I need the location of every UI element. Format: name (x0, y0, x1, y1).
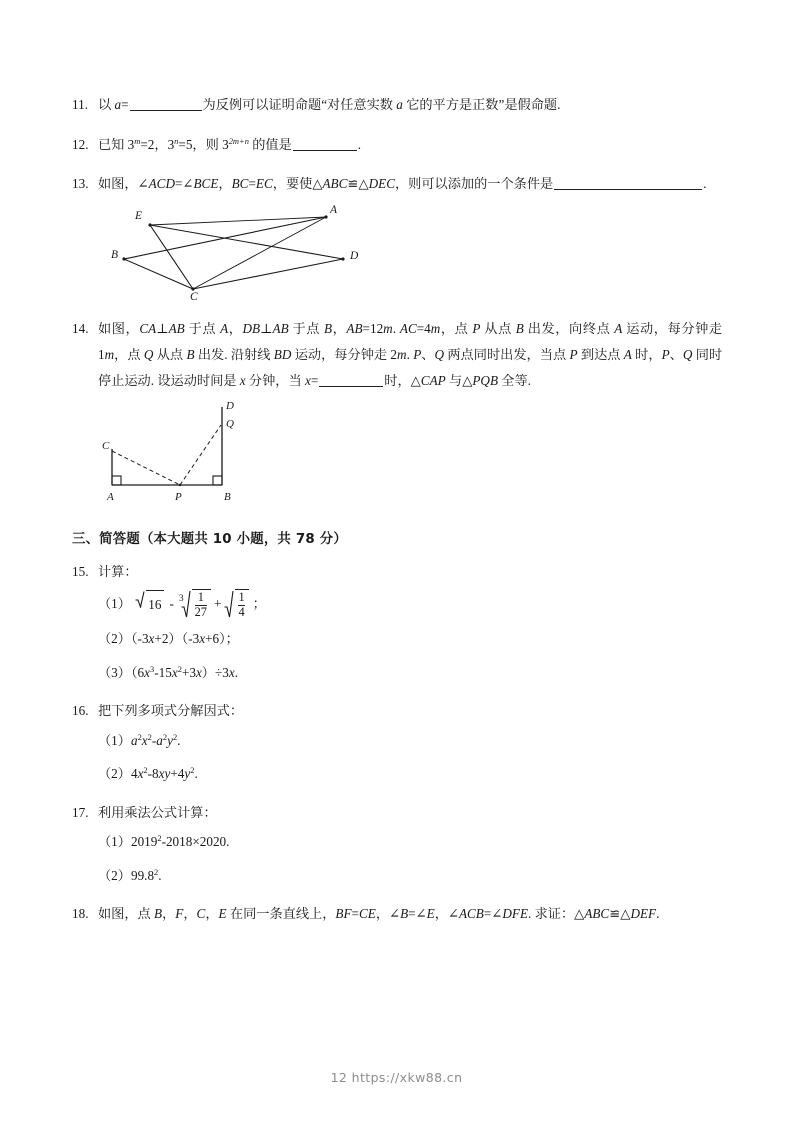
q14-t28: 时，△ (384, 372, 421, 388)
q15-1-plus: + (214, 595, 222, 611)
question-15-item-1 (98, 589, 722, 619)
q18-t8: =∠ (408, 906, 427, 922)
q18-angle-dfe: DFE (502, 906, 528, 922)
q16-1-label: （1） (98, 732, 131, 748)
q16-1-y: y (167, 732, 173, 748)
q13-tri-abc: ABC (322, 176, 348, 192)
question-13-body (98, 171, 722, 197)
fraction-denominator: 27 (194, 604, 207, 619)
q13-text-5: ，要使△ (272, 176, 323, 192)
figure-13-label-B: B (110, 249, 118, 262)
q18-angle-acb: ACB (458, 906, 484, 922)
question-16-item-1 (98, 728, 722, 754)
q16-1-a: a (130, 732, 138, 748)
q14-t6: 于点 (288, 321, 324, 337)
q14-t27: = (310, 372, 319, 388)
q15-2-c: +6）； (205, 631, 239, 647)
q14-t1: 如图， (98, 321, 140, 337)
q13-text-8: . (703, 176, 707, 192)
q18-angle-e: E (426, 906, 435, 922)
figure-14-label-D: D (226, 400, 234, 413)
q12-answer-blank[interactable] (293, 137, 357, 151)
figure-14-label-A: A (107, 491, 114, 504)
question-15-item-2 (98, 626, 722, 652)
q14-t18: 运动，每分钟走 2 (291, 346, 398, 362)
q14-pt-p3: P (569, 346, 578, 362)
figure-14-label-Q: Q (226, 418, 234, 431)
q15-3-x1: x (144, 664, 151, 680)
q14-pt-b3: B (186, 346, 195, 362)
q11-text-3: 为反例可以证明命题“对任意实数 (202, 97, 397, 112)
q14-pt-q1: Q (143, 346, 154, 362)
q14-t17: 出发. 沿射线 (194, 346, 274, 362)
q13-seg-ec: EC (255, 176, 273, 192)
sqrt-frac-radicand (235, 589, 248, 619)
sqrt-one-over-4 (224, 589, 248, 619)
q14-unit-3: m (104, 346, 115, 362)
q11-text-1: 以 (98, 97, 115, 112)
q14-t14: 运动，每分钟走 1 (98, 321, 723, 362)
figure-13-svg (90, 201, 380, 301)
q15-2-x1: x (148, 631, 155, 647)
q15-3-e2: 2 (177, 663, 182, 674)
q18-t12: ≌△ (609, 906, 631, 922)
q18-t13: . (656, 906, 660, 922)
question-18 (72, 901, 722, 927)
q14-var-x2: x (304, 372, 311, 388)
q14-pt-a2: A (614, 321, 623, 337)
q16-2-a: 4 (130, 766, 138, 782)
question-18-body (98, 901, 722, 927)
q18-t9: ，∠ (434, 906, 459, 922)
question-16-item-2 (98, 761, 722, 787)
q15-3-x4: x (228, 664, 235, 680)
q13-text-7: ，则可以添加的一个条件是 (394, 176, 554, 192)
q14-t13: 出发，向终点 (523, 321, 615, 337)
q16-1-b: - (151, 732, 157, 748)
figure-13-label-A: A (330, 204, 338, 217)
question-14-number: 14. (72, 321, 89, 337)
q14-pt-p1: P (472, 321, 481, 337)
fraction-denominator: 4 (238, 604, 245, 619)
figure-14-label-P: P (175, 491, 182, 504)
question-18-number: 18. (72, 906, 89, 922)
q18-seg-ce: CE (358, 906, 376, 922)
q15-3-x2: x (171, 664, 178, 680)
q17-1-e1: 2 (157, 833, 162, 843)
q11-var-a1: a (114, 97, 122, 112)
cbrt-index: 3 (178, 594, 184, 605)
q14-pt-q2: Q (434, 346, 445, 362)
q15-3-c: +3 (181, 664, 196, 680)
question-15-item-3 (98, 660, 722, 686)
q14-tri-cap: CAP (420, 372, 446, 388)
q18-t6: = (351, 906, 359, 922)
figure-14-svg (90, 397, 270, 505)
q16-1-c: . (177, 732, 181, 748)
figure-13-label-C: C (190, 291, 198, 302)
q12-text-4: 的值是 (248, 136, 292, 152)
q14-t16: 从点 (153, 346, 187, 362)
question-11 (72, 92, 722, 118)
question-17 (72, 800, 722, 826)
q15-2-a: （-3 (130, 631, 149, 647)
q15-2-b: +2）（-3 (154, 631, 200, 647)
q12-text-2: =2，3 (140, 136, 175, 152)
q16-2-y: y (184, 766, 191, 782)
q14-pt-p2: P (413, 346, 422, 362)
q14-t5: ⊥ (260, 321, 273, 337)
q15-1-label: （1） (98, 595, 131, 611)
q13-seg-bc: BC (231, 176, 249, 192)
q15-2-x2: x (199, 631, 206, 647)
q18-t3: ， (183, 906, 197, 922)
question-17-number: 17. (72, 804, 89, 820)
q14-pt-b2: B (515, 321, 524, 337)
cbrt-one-over-27 (179, 589, 211, 619)
q18-tri-def: DEF (630, 906, 657, 922)
q17-1-b: -2018×2020. (161, 834, 230, 850)
fraction-1-4 (238, 591, 244, 619)
question-16-stem: 把下列多项式分解因式： (98, 702, 244, 718)
cbrt-radicand (192, 589, 211, 619)
q11-text-4: 它的平方是正数”是假命题. (402, 97, 561, 112)
q12-text-5: . (357, 136, 362, 152)
q15-3-x3: x (195, 664, 202, 680)
q14-t20: 、 (421, 346, 435, 362)
q18-pt-b1: B (154, 906, 163, 922)
q14-seg-ab2: AB (272, 321, 289, 337)
question-12-body (98, 132, 722, 158)
q12-text-1: 已知 3 (98, 136, 135, 152)
q14-t26: 分钟，当 (245, 372, 305, 388)
q16-2-e1: 2 (143, 764, 148, 775)
section-heading: 三、简答题（本大题共 10 小题，共 78 分） (72, 532, 347, 548)
q16-2-c: +4 (170, 766, 185, 782)
q14-seg-ab3: AB (346, 321, 363, 337)
fraction-numerator: 1 (238, 590, 245, 605)
q12-exponent-2mn: 2m+n (228, 135, 249, 146)
question-11-number: 11. (72, 97, 88, 112)
q14-t10: =4 (416, 321, 431, 337)
q13-text-3: ， (218, 176, 232, 192)
q18-pt-f: F (175, 906, 184, 922)
question-13-figure (90, 201, 722, 306)
q15-3-a: （6 (130, 664, 145, 680)
q15-1-expression (134, 589, 266, 619)
q12-exponent-m: m (134, 135, 141, 146)
q11-var-a2: a (396, 97, 403, 112)
q13-text-1: 如图，∠ (98, 176, 149, 192)
q18-t2: ， (162, 906, 176, 922)
question-17-item-2 (98, 863, 722, 889)
figure-13-label-E: E (134, 210, 142, 223)
q18-pt-e: E (218, 906, 227, 922)
sqrt-16 (135, 590, 164, 618)
q16-1-e2: 2 (147, 731, 152, 742)
q16-1-e3: 2 (162, 731, 168, 742)
q14-t21: 两点同时出发，当点 (444, 346, 570, 362)
q14-seg-ac: AC (399, 321, 417, 337)
figure-13-label-D: D (350, 250, 359, 263)
q11-text-2: = (121, 97, 129, 112)
q14-unit-1: m (383, 321, 393, 337)
q18-t4: ， (205, 906, 219, 922)
q15-3-e1: 3 (150, 663, 155, 674)
q12-exponent-n: n (174, 135, 179, 146)
q14-pt-a3: A (623, 346, 632, 362)
page-footer-watermark: 12 https://xkw88.cn (330, 1070, 463, 1085)
q11-answer-blank[interactable] (130, 97, 202, 111)
q16-2-d: . (194, 766, 198, 782)
question-16 (72, 698, 722, 724)
q16-1-e1: 2 (137, 731, 142, 742)
question-15-stem: 计算： (98, 564, 138, 580)
radical-sign-icon (224, 589, 235, 619)
q14-pt-q3: Q (682, 346, 693, 362)
radical-sign-icon (135, 590, 146, 608)
q14-unit-2: m (430, 321, 441, 337)
question-14 (72, 316, 722, 393)
q14-t9: . (392, 321, 400, 337)
q14-answer-blank[interactable] (319, 373, 383, 387)
q13-text-6: ≌△ (347, 176, 369, 192)
question-15-number: 15. (72, 564, 89, 580)
q17-1-a: 2019 (130, 834, 158, 850)
q18-t7: ，∠ (375, 906, 401, 922)
q16-2-x: x (137, 766, 144, 782)
question-12-number: 12. (72, 136, 89, 152)
question-12 (72, 132, 722, 158)
q16-1-e4: 2 (172, 731, 178, 742)
q14-ray-bd: BD (273, 346, 292, 362)
q14-seg-ca: CA (139, 321, 157, 337)
q17-2-a: 99.8 (130, 867, 155, 883)
q18-t5: 在同一条直线上， (226, 906, 336, 922)
q14-t11: ，点 (440, 321, 473, 337)
page-content (72, 92, 722, 941)
question-16-number: 16. (72, 702, 89, 718)
q15-3-e: . (234, 664, 238, 680)
q18-seg-bf: BF (335, 906, 352, 922)
q18-angle-b: B (400, 906, 409, 922)
q14-t24: 、 (669, 346, 683, 362)
q14-t22: 到达点 (577, 346, 624, 362)
q16-1-a2: a (156, 732, 163, 748)
q14-tri-pqb: PQB (472, 372, 498, 388)
q18-t1: 如图，点 (98, 906, 155, 922)
q17-2-label: （2） (98, 867, 131, 883)
q15-3-d: ）÷3 (201, 664, 229, 680)
q14-seg-db: DB (242, 321, 261, 337)
q15-3-b: -15 (154, 664, 172, 680)
q13-tri-dec: DEC (368, 176, 395, 192)
q16-2-label: （2） (98, 766, 131, 782)
q14-t7: ， (332, 321, 347, 337)
q18-tri-abc: ABC (584, 906, 610, 922)
q16-2-xy: xy (158, 766, 171, 782)
q14-t2: ⊥ (156, 321, 169, 337)
q18-t11: . 求证：△ (528, 906, 585, 922)
question-17-item-1 (98, 829, 722, 855)
q15-1-minus: - (169, 595, 174, 611)
q14-t12: 从点 (480, 321, 516, 337)
q14-t25: 同时停止运动. 设运动时间是 (98, 346, 723, 388)
q13-angle-acd: ACD (148, 176, 175, 192)
question-11-body (98, 92, 722, 118)
q15-2-label: （2） (98, 631, 131, 647)
q17-1-label: （1） (98, 834, 131, 850)
q15-1-end: ； (252, 595, 266, 611)
question-14-figure (90, 397, 722, 510)
fraction-numerator: 1 (197, 590, 204, 605)
question-17-stem: 利用乘法公式计算： (98, 804, 217, 820)
q14-pt-b1: B (323, 321, 333, 337)
sqrt-16-radicand: 16 (146, 590, 164, 618)
fraction-1-27 (195, 591, 207, 619)
q14-t29: 与△ (445, 372, 473, 388)
q13-text-4: = (248, 176, 256, 192)
q16-2-e2: 2 (190, 764, 195, 775)
q16-1-x: x (141, 732, 148, 748)
figure-14-label-C: C (102, 440, 110, 453)
q14-var-x1: x (239, 372, 246, 388)
q14-pt-p4: P (661, 346, 670, 362)
q13-angle-bce: BCE (193, 176, 219, 192)
figure-14-label-B: B (224, 491, 231, 504)
q17-2-e1: 2 (154, 866, 159, 877)
q14-t19: . (406, 346, 414, 362)
q14-t4: ， (228, 321, 243, 337)
q17-2-b: . (158, 867, 162, 883)
q14-pt-a1: A (220, 321, 229, 337)
q12-text-3: =5，则 3 (178, 136, 229, 152)
q13-answer-blank[interactable] (554, 177, 702, 191)
q14-unit-4: m (397, 346, 407, 362)
q13-text-2: =∠ (175, 176, 194, 192)
q14-t3: 于点 (184, 321, 221, 337)
q14-t23: 时， (631, 346, 662, 362)
q14-seg-ab1: AB (168, 321, 185, 337)
q15-3-label: （3） (98, 664, 131, 680)
q18-t10: =∠ (483, 906, 503, 922)
q14-t30: 全等. (498, 372, 531, 388)
question-14-body (98, 316, 722, 393)
q18-pt-c: C (196, 906, 206, 922)
q16-2-b: -8 (147, 766, 159, 782)
q14-t8: =12 (362, 321, 384, 337)
q14-t15: ，点 (114, 346, 144, 362)
question-15 (72, 559, 722, 585)
question-13 (72, 171, 722, 197)
question-13-number: 13. (72, 176, 89, 192)
